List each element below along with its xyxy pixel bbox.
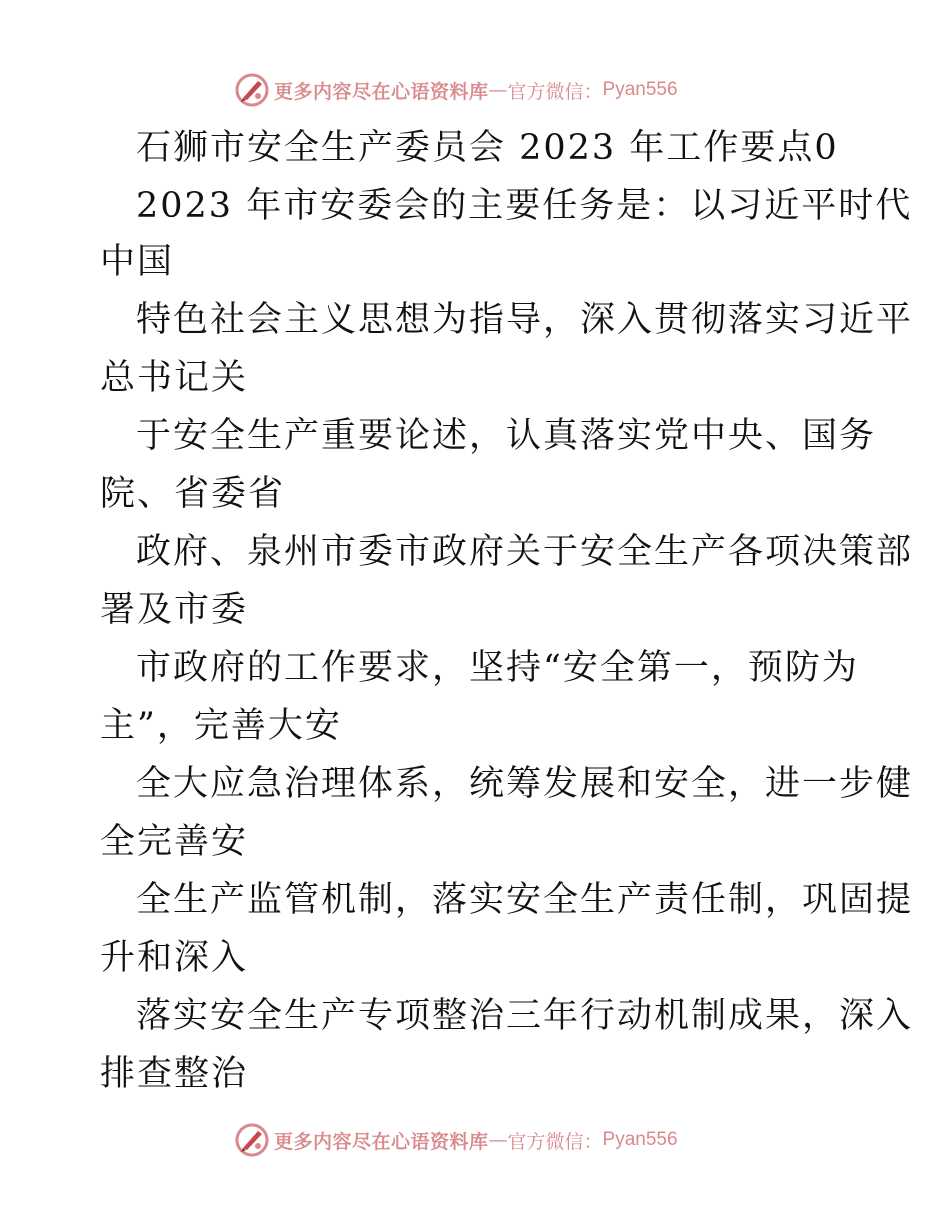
paragraph-line: 全完善安 bbox=[100, 822, 249, 862]
banner-separator: — bbox=[488, 79, 508, 101]
banner-wechat-label: 官方微信： bbox=[507, 1130, 603, 1153]
banner-main-text: 更多内容尽在心语资料库 bbox=[274, 1130, 489, 1153]
paragraph-line: 于安全生产重要论述，认真落实党中央、国务 bbox=[136, 416, 877, 456]
paragraph-line: 升和深入 bbox=[100, 938, 249, 978]
paragraph-line: 特色社会主义思想为指导，深入贯彻落实习近平 bbox=[136, 300, 914, 340]
header-watermark-banner bbox=[234, 70, 678, 110]
paragraph-line: 2023 年市安委会的主要任务是：以习近平时代 bbox=[136, 186, 913, 226]
paragraph-line: 全大应急治理体系，统筹发展和安全，进一步健 bbox=[136, 764, 914, 804]
paragraph-line: 市政府的工作要求，坚持“安全第一，预防为 bbox=[136, 648, 859, 688]
banner-wechat-id: Pyan556 bbox=[602, 1129, 678, 1150]
paragraph-line: 政府、泉州市委市政府关于安全生产各项决策部 bbox=[136, 532, 914, 572]
banner-main-text: 更多内容尽在心语资料库 bbox=[274, 80, 489, 103]
banner-separator: — bbox=[488, 1129, 508, 1151]
document-title-line: 石狮市安全生产委员会 2023 年工作要点0 bbox=[136, 128, 839, 168]
paragraph-line: 署及市委 bbox=[100, 590, 249, 630]
paragraph-line: 落实安全生产专项整治三年行动机制成果，深入 bbox=[136, 996, 914, 1036]
quill-pen-logo-icon bbox=[234, 72, 270, 108]
paragraph-line: 总书记关 bbox=[100, 358, 249, 398]
quill-pen-logo-icon bbox=[234, 1122, 270, 1158]
banner-wechat-label: 官方微信： bbox=[507, 80, 603, 103]
paragraph-line: 排查整治 bbox=[100, 1054, 249, 1094]
footer-watermark-banner bbox=[234, 1120, 678, 1160]
banner-wechat-id: Pyan556 bbox=[602, 79, 678, 100]
paragraph-line: 主”，完善大安 bbox=[100, 706, 342, 746]
paragraph-line: 院、省委省 bbox=[100, 474, 286, 514]
paragraph-line: 中国 bbox=[100, 242, 175, 282]
paragraph-line: 全生产监管机制，落实安全生产责任制，巩固提 bbox=[136, 880, 914, 920]
